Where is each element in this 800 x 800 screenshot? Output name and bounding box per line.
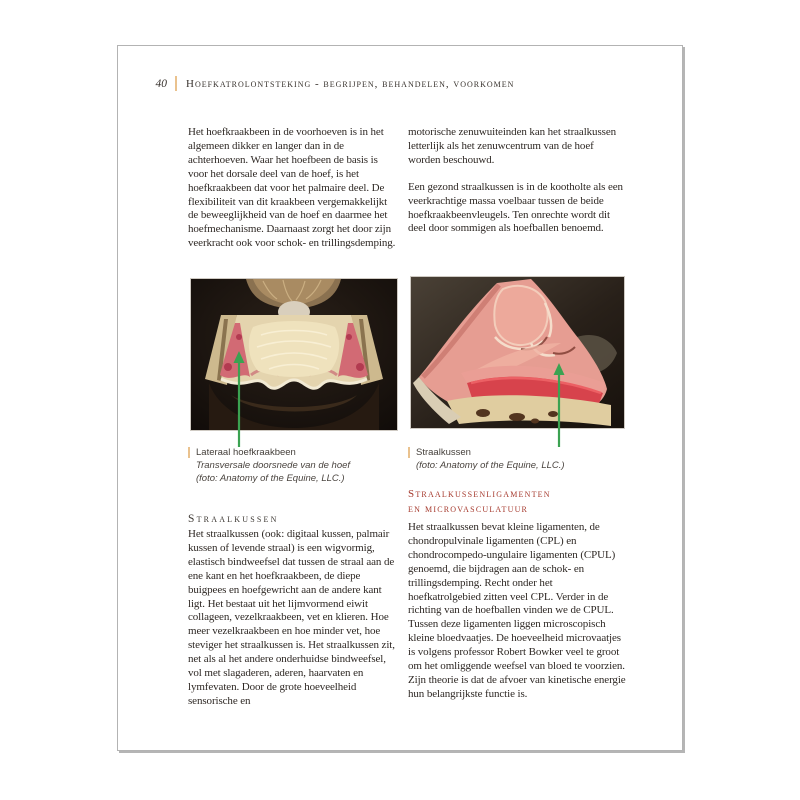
section-paragraph-ligamenten: Het straalkussen bevat kleine ligamenten, de chondropulvinale ligamenten (CPL) en chondrocompedo-ungulaire ligamenten (CPUL) genoemd, die bijdragen aan de schok- en trillingsdemping. Recht onder het hoefkatrolgebied zitten veel CPL. Verder in de richting van de hoefballen vinden we de CPUL. Tussen deze ligamenten liggen microscopisch kleine bloedvaatjes. De hoeveelheid microvaatjes is volgens professor Robert Bowker veel te groot om het omliggende weefsel van bloed te voorzien. Zijn theorie is dat de afvoer van kinetische energie hun belangrijkste functie is. bbox=[408, 521, 626, 700]
section-heading-line-1: Straalkussenligamenten bbox=[408, 488, 551, 500]
right-column-paragraph-1: motorische zenuwuiteinden kan het straalkussen letterlijk als het zenuwcentrum van de hoef worden beschouwd. bbox=[408, 126, 617, 166]
caption-credit: (foto: Anatomy of the Equine, LLC.) bbox=[416, 460, 565, 471]
page-number: 40 bbox=[155, 77, 167, 90]
book-page-scan bbox=[117, 45, 683, 751]
hoof-transverse-section-photo bbox=[190, 278, 398, 431]
caption-accent-bar bbox=[188, 447, 190, 458]
caption-subtitle: Transversale doorsnede van de hoef bbox=[196, 460, 351, 471]
running-header-title: Hoefkatrolontsteking - begrijpen, behandelen, voorkomen bbox=[186, 77, 515, 90]
left-column-paragraph: Het hoefkraakbeen in de voorhoeven is in het algemeen dikker en langer dan in de achterhoeven. Waar het hoefbeen de basis is voor het dorsale deel van de hoef, is het hoefkraakbeen dat voor het palmaire deel. De flexibiliteit van dit kraakbeen vergemakkelijkt de beweeglijkheid van de hoef en daarmee het hoefmechanisme. Daarnaast zorgt het door zijn veerkracht ook voor schok- en trillingsdemping. bbox=[188, 126, 396, 250]
section-paragraph-straalkussen: Het straalkussen (ook: digitaal kussen, palmair kussen of levende straal) is een wigvormig, elastisch bindweefsel dat tussen de straal aan de ene kant en het hoefkraakbeen, de diepe buigpees en hoefgewricht aan de andere kant ligt. Het bestaat uit het lijmvormend eiwit collageen, vezelkraakbeen, vet en klieren. Hoe meer vezelkraakbeen en hoe minder vet, hoe steviger het straalkussen is. Het straalkussen zit, net als al het andere onderhuidse bindweefsel, vol met slagaderen, aderen, haarvaten en lymfevaten. Door de grote hoeveelheid sensorische en bbox=[188, 528, 395, 707]
caption-label: Straalkussen bbox=[416, 447, 471, 458]
header-accent-bar bbox=[175, 76, 177, 91]
section-straalkussen bbox=[188, 513, 397, 709]
page-header bbox=[145, 76, 514, 91]
up-arrow-annotation-left bbox=[231, 351, 247, 447]
section-heading-ligamenten bbox=[408, 487, 627, 516]
right-column-paragraph-2: Een gezond straalkussen is in de kootholte als een veerkrachtige massa voelbaar tussen de beide hoefkraakbeenvleugels. Ten onrechte wordt dit deel door sommigen als hoefballen benoemd. bbox=[408, 180, 623, 235]
hoof-transverse-section-illustration bbox=[191, 279, 397, 430]
section-heading-straalkussen: Straalkussen bbox=[188, 513, 279, 525]
hoof-sagittal-section-photo bbox=[410, 276, 625, 429]
figure-caption-right bbox=[408, 446, 623, 472]
section-straalkussenligamenten bbox=[408, 487, 627, 702]
left-column bbox=[188, 126, 397, 251]
caption-credit: (foto: Anatomy of the Equine, LLC.) bbox=[196, 473, 345, 484]
caption-accent-bar bbox=[408, 447, 410, 458]
caption-label: Lateraal hoefkraakbeen bbox=[196, 447, 296, 458]
section-heading-line-2: en microvasculatuur bbox=[408, 502, 529, 515]
right-column bbox=[408, 126, 627, 236]
up-arrow-annotation-right bbox=[551, 363, 567, 447]
figure-caption-left bbox=[188, 446, 400, 485]
hoof-sagittal-section-illustration bbox=[411, 277, 624, 428]
